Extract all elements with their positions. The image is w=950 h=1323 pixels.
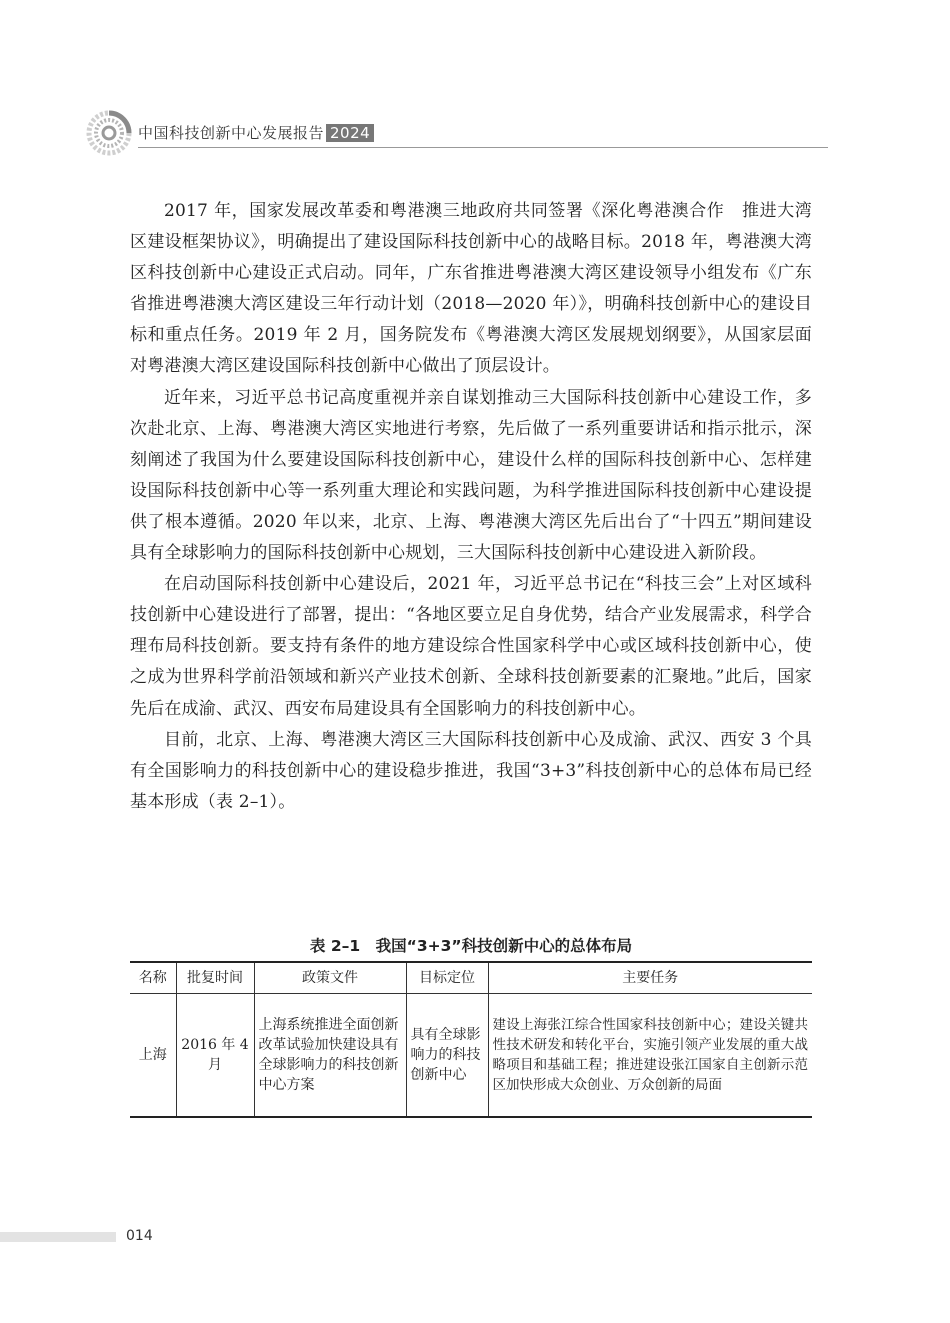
- cell-approval-time: 2016 年 4 月: [176, 994, 254, 1118]
- paragraph-4: 目前，北京、上海、粤港澳大湾区三大国际科技创新中心及成渝、武汉、西安 3 个具有全国影响力的科技创新中心的建设稳步推进，我国“3+3”科技创新中心的总体布局已经基本形成（表 2–1）。: [130, 729, 812, 812]
- paragraph-2: 近年来，习近平总书记高度重视并亲自谋划推动三大国际科技创新中心建设工作，多次赴北京、上海、粤港澳大湾区实地进行考察，先后做了一系列重要讲话和指示批示，深刻阐述了我国为什么要建设国际科技创新中心，建设什么样的国际科技创新中心、怎样建设国际科技创新中心等一系列重大理论和实践问题，为科学推进国际科技创新中心建设提供了根本遵循。2020 年以来，北京、上海、粤港澳大湾区先后出台了“十四五”期间建设具有全球影响力的国际科技创新中心规划，三大国际科技创新中心建设进入新阶段。: [130, 387, 812, 564]
- header-policy-document: 政策文件: [254, 962, 406, 994]
- cell-positioning: 具有全球影响力的科技创新中心: [406, 994, 488, 1118]
- book-title: [138, 122, 374, 143]
- cell-main-tasks: 建设上海张江综合性国家科技创新中心；建设关键共性技术研发和转化平台，实施引领产业发展的重大战略项目和基础工程；推进建设张江国家自主创新示范区加快形成大众创业、万众创新的局面: [488, 994, 812, 1118]
- body-text: [130, 196, 812, 818]
- paragraph-1: 2017 年，国家发展改革委和粤港澳三地政府共同签署《深化粤港澳合作 推进大湾区建设框架协议》，明确提出了建设国际科技创新中心的战略目标。2018 年，粤港澳大湾区科技创新中心建设正式启动。同年，广东省推进粤港澳大湾区建设领导小组发布《广东省推进粤港澳大湾区建设三年行动计划（2018—2020 年）》，明确科技创新中心的建设目标和重点任务。2019 年 2 月，国务院发布《粤港澳大湾区发展规划纲要》，从国家层面对粤港澳大湾区建设国际科技创新中心做出了顶层设计。: [130, 201, 812, 377]
- table-row: [130, 994, 812, 1118]
- cell-name: 上海: [130, 994, 176, 1118]
- running-header: [86, 100, 826, 158]
- table-caption: 表 2–1 我国“3+3”科技创新中心的总体布局: [309, 937, 633, 955]
- header-approval-time: 批复时间: [176, 962, 254, 994]
- footer-bar: [0, 1232, 116, 1242]
- header-main-tasks: 主要任务: [488, 962, 812, 994]
- page-number: 014: [126, 1228, 153, 1244]
- paragraph-3: 在启动国际科技创新中心建设后，2021 年，习近平总书记在“科技三会”上对区域科技创新中心建设进行了部署，提出：“各地区要立足自身优势，结合产业发展需求，科学合理布局科技创新。要支持有条件的地方建设综合性国家科学中心或区域科技创新中心，使之成为世界科学前沿领域和新兴产业技术创新、全球科技创新要素的汇聚地。”此后，国家先后在成渝、武汉、西安布局建设具有全国影响力的科技创新中心。: [130, 574, 812, 719]
- tech-center-table: [130, 961, 812, 1118]
- circular-logo-icon: [86, 110, 132, 156]
- table-header-row: [130, 962, 812, 994]
- header-positioning: 目标定位: [406, 962, 488, 994]
- header-name: 名称: [130, 962, 176, 994]
- header-divider: [138, 147, 828, 148]
- year-badge: 2024: [326, 124, 374, 142]
- book-title-text: 中国科技创新中心发展报告: [138, 124, 325, 142]
- cell-policy-document: 上海系统推进全面创新改革试验加快建设具有全球影响力的科技创新中心方案: [254, 994, 406, 1118]
